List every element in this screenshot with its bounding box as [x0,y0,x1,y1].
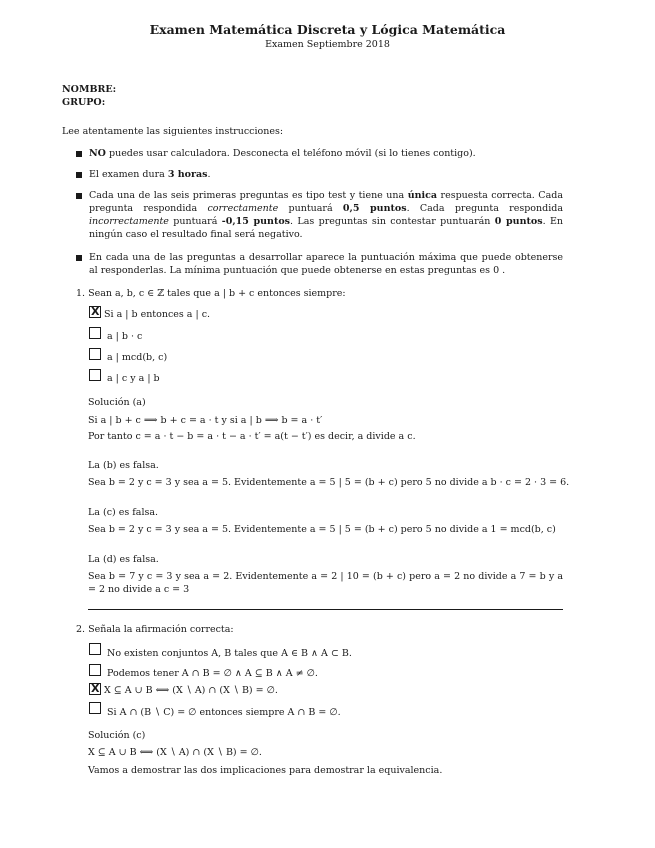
q2-stem: 2. Señala la afirmación correcta: [76,624,234,635]
q2-option-a-text: No existen conjuntos A, B tales que A ∈ B ∧ A ⊂ B. [107,648,352,659]
q1-solution-title: Solución (a) [88,397,146,408]
q2-option-b-checkbox[interactable] [89,664,101,676]
instructions-intro: Lee atentamente las siguientes instrucciones: [62,126,284,137]
instruction-open-questions: En cada una de las preguntas a desarrollar aparece la puntuación máxima que puede obtenerse al responderlas. La mínima puntuación que puede obtenerse en estas preguntas es 0 . [89,252,563,276]
q1-stem: 1. Sean a, b, c ∈ ℤ tales que a | b + c entonces siempre: [76,288,346,299]
q1-option-d-text: a | c y a | b [107,373,160,384]
bullet-marker [76,151,82,157]
instruction-scoring: Cada una de las seis primeras preguntas es tipo test y tiene una única respuesta correcta. Cada pregunta respondida correctamente puntuará 0,5 puntos. Cada pregunta respondida incorrectamente puntuará -0,15 puntos. Las preguntas sin contestar puntuarán 0 puntos. En ningún caso el resultado final será negativo. [89,190,564,240]
q2-option-d-text: Si A ∩ (B ∖ C) = ∅ entonces siempre A ∩ B = ∅. [107,707,341,718]
q1-option-d-checkbox[interactable] [89,369,101,381]
name-label: NOMBRE: [62,84,117,95]
q1-solution-line2: Por tanto c = a · t − b = a · t − a · t′ = a(t − t′) es decir, a divide a c. [88,431,416,442]
q2-option-d-checkbox[interactable] [89,702,101,714]
q2-option-b-text: Podemos tener A ∩ B = ∅ ∧ A ⊆ B ∧ A ≠ ∅. [107,668,318,679]
q1-d-title: La (d) es falsa. [88,554,159,565]
bullet-marker [76,172,82,178]
exam-title: Examen Matemática Discreta y Lógica Matemática [149,22,506,37]
instruction-duration: El examen dura 3 horas. [89,169,211,180]
bullet-marker [76,193,82,199]
bullet-marker [76,255,82,261]
q1-b-text: Sea b = 2 y c = 3 y sea a = 5. Evidentemente a = 5 | 5 = (b + c) pero 5 no divide a b · c = 2 · 3 = 6. [88,477,570,488]
q1-d-text: Sea b = 7 y c = 3 y sea a = 2. Evidentemente a = 2 | 10 = (b + c) pero a = 2 no divide a 7 = b y a = 2 no divide a c = 3 [88,571,563,595]
q1-option-a-checkbox[interactable] [89,306,101,318]
q1-option-b-checkbox[interactable] [89,327,101,339]
q2-solution-line2: Vamos a demostrar las dos implicaciones para demostrar la equivalencia. [88,765,443,776]
q1-option-c-checkbox[interactable] [89,348,101,360]
q1-b-title: La (b) es falsa. [88,460,159,471]
instruction-calculator: NO puedes usar calculadora. Desconecta el teléfono móvil (si lo tienes contigo). [89,148,476,159]
q1-option-c-text: a | mcd(b, c) [107,352,168,363]
q2-solution-line1: X ⊆ A ∪ B ⟺ (X ∖ A) ∩ (X ∖ B) = ∅. [88,747,262,758]
group-label: GRUPO: [62,97,106,108]
q1-solution-line1: Si a | b + c ⟹ b + c = a · t y si a | b ⟹ b = a · t′ [88,415,323,426]
q1-option-a-text: Si a | b entonces a | c. [104,309,211,320]
q2-solution-title: Solución (c) [88,730,146,741]
q1-c-title: La (c) es falsa. [88,507,159,518]
q2-option-c-checkbox[interactable] [89,683,101,695]
section-divider [88,609,563,610]
q2-option-c-text: X ⊆ A ∪ B ⟺ (X ∖ A) ∩ (X ∖ B) = ∅. [104,685,278,696]
q1-c-text: Sea b = 2 y c = 3 y sea a = 5. Evidentemente a = 5 | 5 = (b + c) pero 5 no divide a 1 = mcd(b, c) [88,524,556,535]
q1-option-b-text: a | b · c [107,331,143,342]
exam-subtitle: Examen Septiembre 2018 [265,39,390,50]
q2-option-a-checkbox[interactable] [89,643,101,655]
